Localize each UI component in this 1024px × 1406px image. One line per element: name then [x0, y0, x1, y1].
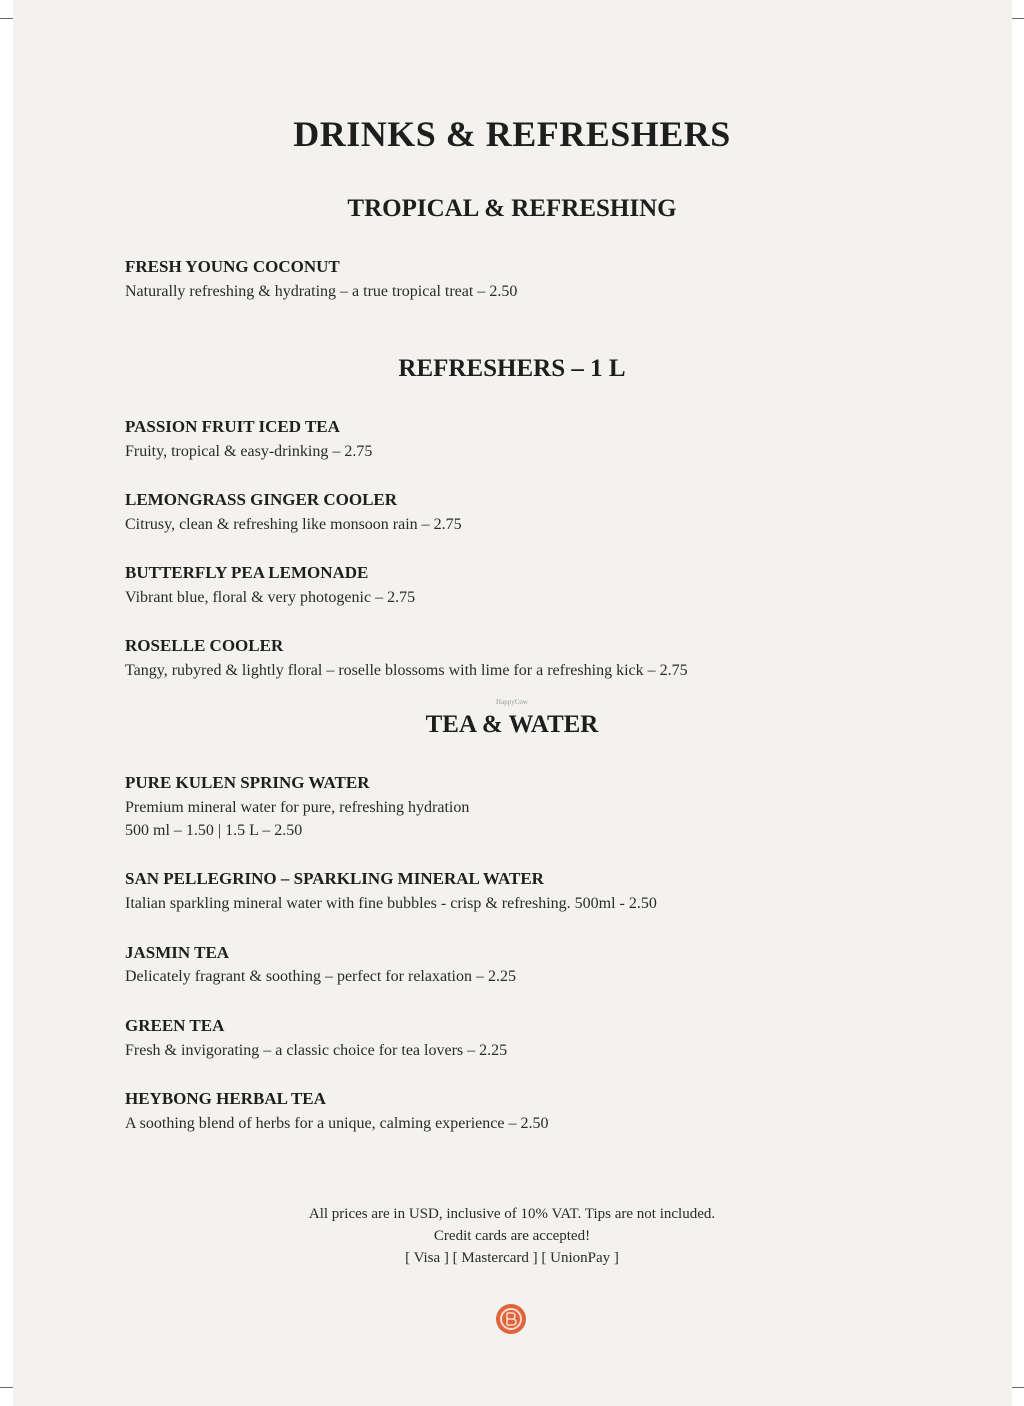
- item-description-line2: 500 ml – 1.50 | 1.5 L – 2.50: [125, 822, 303, 839]
- item-name: JASMIN TEA: [125, 943, 230, 962]
- item-description: A soothing blend of herbs for a unique, calming experience – 2.50: [125, 1115, 549, 1132]
- item-description: Fruity, tropical & easy-drinking – 2.75: [125, 443, 373, 460]
- logo-glyph-icon: [505, 1312, 517, 1326]
- item-name: PASSION FRUIT ICED TEA: [125, 417, 340, 436]
- crop-mark: [0, 18, 13, 19]
- section-title-refreshers: REFRESHERS – 1 L: [398, 355, 626, 382]
- item-name: PURE KULEN SPRING WATER: [125, 773, 370, 792]
- item-name: BUTTERFLY PEA LEMONADE: [125, 563, 369, 582]
- footer-card-types: [ Visa ] [ Mastercard ] [ UnionPay ]: [405, 1250, 619, 1266]
- item-name: LEMONGRASS GINGER COOLER: [125, 490, 398, 509]
- footer-prices-note: All prices are in USD, inclusive of 10% VAT. Tips are not included.: [308, 1206, 716, 1222]
- item-name: SAN PELLEGRINO – SPARKLING MINERAL WATER: [125, 869, 544, 888]
- item-description: Naturally refreshing & hydrating – a true tropical treat – 2.50: [125, 283, 518, 300]
- menu-title: DRINKS & REFRESHERS: [293, 114, 731, 154]
- restaurant-logo-icon: [496, 1304, 526, 1334]
- section-title-tea-water: TEA & WATER: [425, 711, 599, 738]
- item-name: ROSELLE COOLER: [125, 636, 284, 655]
- item-description: Fresh & invigorating – a classic choice for tea lovers – 2.25: [125, 1042, 508, 1059]
- item-name: GREEN TEA: [125, 1016, 225, 1035]
- footer-cards-note: Credit cards are accepted!: [433, 1228, 591, 1244]
- item-description: Vibrant blue, floral & very photogenic – 2.75: [125, 589, 416, 606]
- item-description: Tangy, rubyred & lightly floral – roselle blossoms with lime for a refreshing kick – 2.75: [125, 662, 688, 679]
- item-description: Italian sparkling mineral water with fine bubbles - crisp & refreshing. 500ml - 2.50: [125, 895, 657, 912]
- crop-mark: [1011, 1387, 1024, 1388]
- item-description: Citrusy, clean & refreshing like monsoon rain – 2.75: [125, 516, 462, 533]
- item-name: HEYBONG HERBAL TEA: [125, 1089, 326, 1108]
- item-name: FRESH YOUNG COCONUT: [125, 257, 340, 276]
- crop-mark: [0, 1387, 13, 1388]
- item-description: Premium mineral water for pure, refreshing hydration: [125, 799, 470, 816]
- watermark: HappyCow: [496, 698, 528, 706]
- crop-mark: [1011, 18, 1024, 19]
- section-title-tropical: TROPICAL & REFRESHING: [347, 195, 677, 222]
- item-description: Delicately fragrant & soothing – perfect for relaxation – 2.25: [125, 968, 516, 985]
